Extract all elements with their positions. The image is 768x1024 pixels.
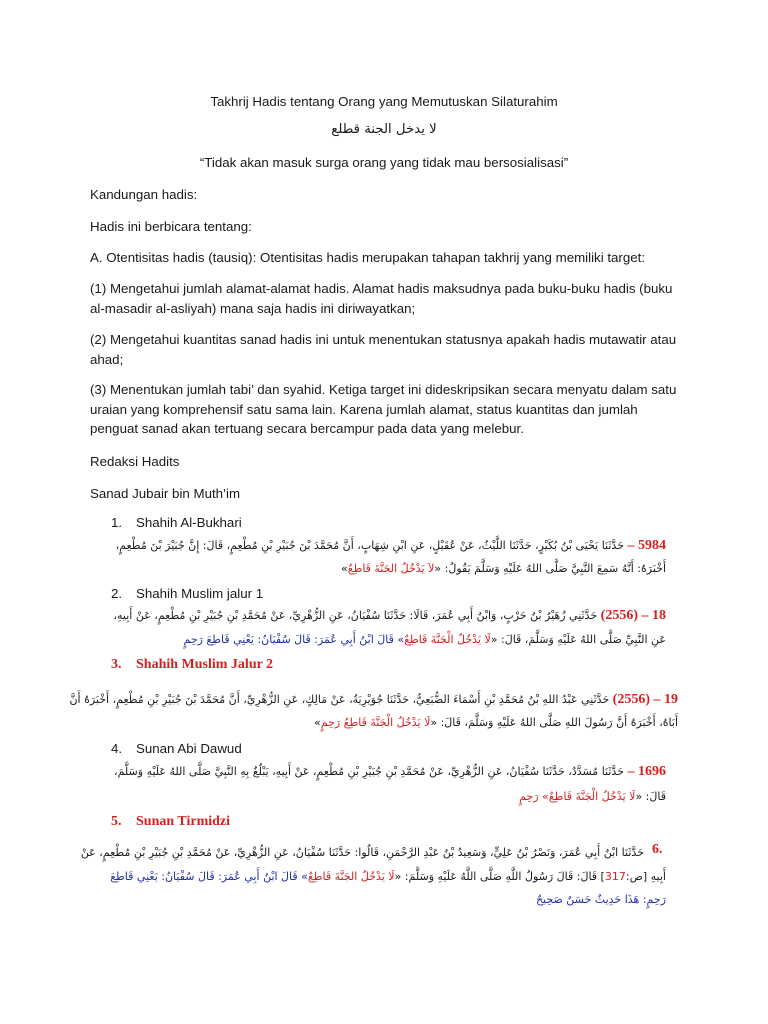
redaksi-heading: Redaksi Hadits [90, 454, 180, 469]
item-6-arabic-line-1 [81, 846, 644, 859]
item-2-number: 2. [111, 586, 123, 601]
sanad-heading: Sanad Jubair bin Muth’im [90, 486, 241, 501]
item-1-arabic-line-2 [341, 562, 666, 575]
item-1-text-2c: » [340, 562, 348, 575]
item-2-ref: 18 – (2556) [600, 608, 666, 623]
item-6-text-2pre: أَبِيهِ [ص: [625, 870, 666, 883]
item-6-arabic-line-2 [110, 870, 666, 883]
item-1-number: 1. [111, 515, 123, 530]
item-6-number: 6. [652, 842, 663, 857]
item-6-text-2c: » قَالَ ابْنُ أَبِي عُمَرَ: قَالَ سُفْيَانُ: يَعْنِي قَاطِعَ [110, 870, 308, 883]
item-3-arabic-line-1 [69, 692, 678, 708]
item-2-arabic-line-2 [183, 633, 666, 646]
document-title: Takhrij Hadis tentang Orang yang Memutuskan Silaturahim [210, 94, 558, 109]
item-2-text-2c: » قَالَ ابْنُ أَبِي عُمَرَ: قَالَ سُفْيَانُ: يَعْنِي قَاطِعَ رَحِمٍ [183, 633, 405, 646]
item-2-matan: لَا يَدْخُلُ الْجَنَّةَ قَاطِعٌ [404, 633, 491, 646]
item-3-text-1: حَدَّثَنِي عَبْدُ اللهِ بْنُ مُحَمَّدِ بْنِ أَسْمَاءَ الضُّبَعِيُّ، حَدَّثَنَا جُوَيْرِيَةُ، عَنْ مَالِكٍ، عَنِ الزُّهْرِيِّ، أَنَّ مُحَمَّدَ بْنَ جُبَيْرِ بْنِ مُطْعِمٍ، أَخْبَرَهُ أَنَّ [69, 693, 610, 706]
item-4-title: Sunan Abi Dawud [136, 741, 242, 756]
item-1-text-1: حَدَّثَنَا يَحْيَى بْنُ بُكَيْرٍ، حَدَّثَنَا اللَّيْثُ، عَنْ عُقَيْلٍ، عَنِ ابْنِ شِهَابٍ، أَنَّ مُحَمَّدَ بْنَ جُبَيْرِ بْنِ مُطْعِمٍ، قَالَ: إِنَّ جُبَيْرَ بْنَ مُطْعِمٍ، [115, 539, 624, 552]
item-4-ref: 1696 – [627, 764, 666, 779]
item-1-title: Shahih Al-Bukhari [136, 515, 242, 530]
item-4-matan: لَا يَدْخُلُ الْجَنَّةَ قَاطِعٌ [548, 790, 636, 803]
item-3-ref: 19 – (2556) [612, 692, 678, 707]
item-4-arabic-line-2 [519, 790, 666, 803]
item-3-arabic-line-2 [314, 716, 678, 729]
item-1-arabic-line-1 [116, 538, 666, 554]
item-2-text-1: حَدَّثَنِي زُهَيْرُ بْنُ حَرْبٍ، وَابْنُ أَبِي عُمَرَ، قَالَا: حَدَّثَنَا سُفْيَانُ، عَنِ الزُّهْرِيِّ، عَنْ مُحَمَّدِ بْنِ جُبَيْرِ بْنِ مُطْعِمٍ، عَنْ أَبِيهِ، [113, 609, 598, 622]
item-3-number: 3. [111, 657, 122, 672]
item-3-text-2c: » [314, 716, 321, 729]
item-3-matan: لَا يَدْخُلُ الْجَنَّةَ قَاطِعُ رَحِمٍ [320, 716, 431, 729]
item-6-text-1: حَدَّثَنَا ابْنُ أَبِي عُمَرَ، وَنَصْرُ بْنُ عَلِيٍّ، وَسَعِيدُ بْنُ عَبْدِ الرَّحْمَنِ، قَالُوا: حَدَّثَنَا سُفْيَانُ، عَنِ الزُّهْرِيِّ، عَنْ مُحَمَّدِ بْنِ جُبَيْرِ بْنِ مُطْعِمٍ، عَنْ [80, 846, 644, 859]
item-1-ref: 5984 – [627, 538, 666, 553]
item-5-number: 5. [111, 814, 122, 829]
kandungan-heading: Kandungan hadis: [90, 187, 198, 202]
point-2-paragraph: (2) Mengetahui kuantitas sanad hadis ini untuk menentukan statusnya apakah hadis mutawatir atau ahad; [90, 332, 677, 367]
item-4-text-2c: » رَحِمٍ [519, 790, 549, 803]
item-2-title: Shahih Muslim jalur 1 [136, 586, 264, 601]
item-2-text-2a: عَنِ النَّبِيِّ صَلَّى اللهُ عَلَيْهِ وَسَلَّمَ، قَالَ: « [490, 633, 666, 646]
item-6-arabic-line-3 [536, 893, 666, 906]
item-6-text-2a: ] قَالَ: قَالَ رَسُولُ اللَّهِ صَلَّى اللَّهُ عَلَيْهِ وَسَلَّمَ: « [394, 870, 605, 883]
arabic-title: لا يدخل الجنة قطلع [331, 122, 437, 137]
point-3-paragraph: (3) Menentukan jumlah tabi’ dan syahid. Ketiga target ini dideskripsikan secara menyatu dalam satu uraian yang komprehensif satu sama lain. Karena jumlah alamat, status kuantitas dan jumlah penguat sanad akan tertuang secara bercampur pada data yang melebur. [90, 382, 677, 436]
point-1-paragraph: (1) Mengetahui jumlah alamat-alamat hadis. Alamat hadis maksudnya pada buku-buku hadis (buku al-masadir al-asliyah) mana saja hadis ini diriwayatkan; [90, 281, 673, 316]
item-4-arabic-line-1 [114, 764, 666, 780]
item-6-page-ref: 317 [604, 870, 626, 883]
item-5-title: Sunan Tirmidzi [136, 814, 231, 829]
item-4-text-1: حَدَّثَنَا مُسَدَّدٌ، حَدَّثَنَا سُفْيَانُ، عَنِ الزُّهْرِيِّ، عَنْ مُحَمَّدِ بْنِ جُبَيْرِ بْنِ مُطْعِمٍ، عَنْ أَبِيهِ، يَبْلُغُ بِهِ النَّبِيَّ صَلَّى اللهُ عَلَيْهِ وَسَلَّمَ، [114, 765, 624, 778]
item-6-text-3: رَحِمٍ: هَذَا حَدِيثٌ حَسَنٌ صَحِيحٌ [535, 893, 666, 906]
berbicara-text: Hadis ini berbicara tentang: [90, 219, 252, 234]
item-1-matan: لاَ يَدْخُلُ الجَنَّةَ قَاطِعٌ [347, 562, 435, 575]
section-a-paragraph: A. Otentisitas hadis (tausiq): Otentisitas hadis merupakan tahapan takhrij yang memiliki target: [90, 250, 646, 265]
item-6-matan: لَا يَدْخُلُ الجَنَّةَ قَاطِعٌ [307, 870, 395, 883]
item-1-text-2a: أَخْبَرَهُ: أَنَّهُ سَمِعَ النَّبِيَّ صَلَّى اللهُ عَلَيْهِ وَسَلَّمَ يَقُولُ: « [434, 562, 666, 575]
item-2-arabic-line-1 [113, 608, 666, 624]
item-3-text-2a: أَبَاهُ، أَخْبَرَهُ أَنَّ رَسُولَ اللهِ صَلَّى اللهُ عَلَيْهِ وَسَلَّمَ، قَالَ: « [430, 716, 678, 729]
item-4-number: 4. [111, 741, 123, 756]
item-4-text-2a: قَالَ: « [635, 790, 666, 803]
item-3-title: Shahih Muslim Jalur 2 [136, 657, 274, 672]
quote-text: “Tidak akan masuk surga orang yang tidak mau bersosialisasi” [199, 155, 569, 170]
